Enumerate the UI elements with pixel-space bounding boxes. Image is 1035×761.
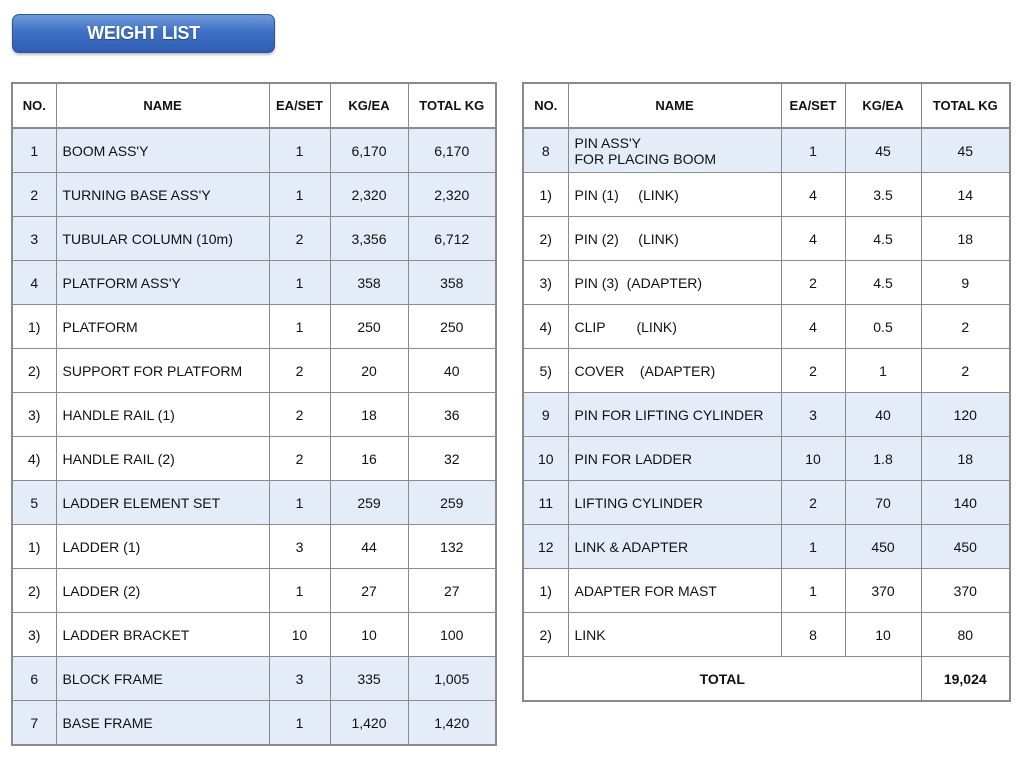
table-row <box>523 128 1010 173</box>
item-name: PIN (1) (LINK) <box>574 186 679 203</box>
cell-total-kg: 100 <box>408 613 496 657</box>
item-name: LIFTING CYLINDER <box>574 494 703 511</box>
cell-ea-set: 1 <box>269 701 330 746</box>
cell-total-kg: 2,320 <box>408 173 496 217</box>
cell-kg-ea: 20 <box>330 349 408 393</box>
cell-name <box>56 173 269 217</box>
item-name: PIN FOR LADDER <box>574 450 692 467</box>
cell-no: 6 <box>12 657 56 701</box>
cell-total-kg: 1,005 <box>408 657 496 701</box>
cell-kg-ea: 70 <box>845 481 921 525</box>
cell-total-kg: 1,420 <box>408 701 496 746</box>
cell-kg-ea: 27 <box>330 569 408 613</box>
cell-total-kg: 250 <box>408 305 496 349</box>
item-name: BASE FRAME <box>62 714 153 731</box>
cell-no: 2) <box>12 349 56 393</box>
cell-no: 3) <box>12 393 56 437</box>
item-name: LADDER (2) <box>62 582 141 599</box>
cell-total-kg: 36 <box>408 393 496 437</box>
cell-total-kg: 120 <box>921 393 1010 437</box>
item-name: HANDLE RAIL (2) <box>62 450 175 467</box>
table-row <box>523 393 1010 437</box>
cell-kg-ea: 335 <box>330 657 408 701</box>
cell-no: 1) <box>523 569 568 613</box>
cell-no: 4 <box>12 261 56 305</box>
cell-kg-ea: 18 <box>330 393 408 437</box>
table-header-row <box>523 83 1010 128</box>
header-name: NAME <box>56 83 269 128</box>
cell-name <box>568 349 781 393</box>
cell-no: 10 <box>523 437 568 481</box>
cell-ea-set: 1 <box>269 128 330 173</box>
table-row <box>523 349 1010 393</box>
cell-total-kg: 140 <box>921 481 1010 525</box>
item-name: LINK & ADAPTER <box>574 538 689 555</box>
cell-ea-set: 1 <box>269 481 330 525</box>
header-ea-set: EA/SET <box>781 83 845 128</box>
header-no: NO. <box>523 83 568 128</box>
item-name: COVER (ADAPTER) <box>574 362 716 379</box>
cell-ea-set: 1 <box>781 128 845 173</box>
cell-no: 2 <box>12 173 56 217</box>
table-row <box>523 437 1010 481</box>
cell-kg-ea: 250 <box>330 305 408 349</box>
item-name: LINK <box>574 626 606 643</box>
cell-name <box>56 393 269 437</box>
table-row <box>12 393 496 437</box>
cell-kg-ea: 45 <box>845 128 921 173</box>
cell-total-kg: 80 <box>921 613 1010 657</box>
cell-name <box>568 261 781 305</box>
table-row <box>12 261 496 305</box>
cell-ea-set: 1 <box>269 569 330 613</box>
cell-kg-ea: 1.8 <box>845 437 921 481</box>
cell-name <box>56 481 269 525</box>
table-row <box>523 217 1010 261</box>
table-row <box>523 613 1010 657</box>
cell-name <box>568 481 781 525</box>
cell-kg-ea: 1 <box>845 349 921 393</box>
table-row <box>523 525 1010 569</box>
cell-name <box>56 128 269 173</box>
cell-ea-set: 1 <box>781 525 845 569</box>
item-name: PIN ASS'Y <box>574 134 641 151</box>
cell-no: 2) <box>523 217 568 261</box>
cell-name <box>568 437 781 481</box>
cell-ea-set: 2 <box>269 217 330 261</box>
cell-name <box>568 173 781 217</box>
table-row <box>12 481 496 525</box>
cell-kg-ea: 3.5 <box>845 173 921 217</box>
cell-ea-set: 2 <box>781 349 845 393</box>
cell-total-kg: 45 <box>921 128 1010 173</box>
item-name: BOOM ASS'Y <box>62 142 149 159</box>
cell-name <box>568 217 781 261</box>
cell-total-kg: 18 <box>921 217 1010 261</box>
cell-total-kg: 2 <box>921 349 1010 393</box>
cell-name <box>568 128 781 173</box>
cell-kg-ea: 4.5 <box>845 217 921 261</box>
cell-name <box>56 305 269 349</box>
cell-no: 7 <box>12 701 56 746</box>
cell-no: 5) <box>523 349 568 393</box>
cell-ea-set: 10 <box>269 613 330 657</box>
table-row <box>12 657 496 701</box>
table-row <box>12 128 496 173</box>
cell-no: 5 <box>12 481 56 525</box>
cell-no: 9 <box>523 393 568 437</box>
cell-no: 1 <box>12 128 56 173</box>
cell-no: 12 <box>523 525 568 569</box>
cell-no: 3 <box>12 217 56 261</box>
cell-no: 4) <box>12 437 56 481</box>
cell-ea-set: 10 <box>781 437 845 481</box>
cell-total-kg: 9 <box>921 261 1010 305</box>
table-row <box>12 569 496 613</box>
cell-total-kg: 2 <box>921 305 1010 349</box>
cell-kg-ea: 16 <box>330 437 408 481</box>
cell-ea-set: 1 <box>269 305 330 349</box>
item-name: LADDER ELEMENT SET <box>62 494 221 511</box>
cell-no: 1) <box>12 525 56 569</box>
cell-ea-set: 1 <box>781 569 845 613</box>
cell-kg-ea: 44 <box>330 525 408 569</box>
cell-name <box>56 569 269 613</box>
weight-table-left <box>11 82 497 746</box>
cell-ea-set: 3 <box>269 525 330 569</box>
item-name: PIN FOR LIFTING CYLINDER <box>574 406 764 423</box>
cell-ea-set: 2 <box>269 393 330 437</box>
cell-ea-set: 1 <box>269 261 330 305</box>
cell-total-kg: 358 <box>408 261 496 305</box>
cell-name <box>568 569 781 613</box>
table-row <box>523 261 1010 305</box>
cell-total-kg: 259 <box>408 481 496 525</box>
cell-ea-set: 2 <box>781 481 845 525</box>
cell-total-kg: 6,712 <box>408 217 496 261</box>
cell-kg-ea: 370 <box>845 569 921 613</box>
cell-ea-set: 2 <box>269 349 330 393</box>
total-value: 19,024 <box>921 657 1010 702</box>
cell-ea-set: 2 <box>269 437 330 481</box>
header-kg-ea: KG/EA <box>845 83 921 128</box>
item-name: TURNING BASE ASS'Y <box>62 186 211 203</box>
cell-no: 1) <box>12 305 56 349</box>
cell-name <box>56 261 269 305</box>
item-name: PLATFORM ASS'Y <box>62 274 181 291</box>
header-kg-ea: KG/EA <box>330 83 408 128</box>
cell-kg-ea: 358 <box>330 261 408 305</box>
table-row <box>523 173 1010 217</box>
cell-ea-set: 2 <box>781 261 845 305</box>
cell-kg-ea: 2,320 <box>330 173 408 217</box>
item-name: ADAPTER FOR MAST <box>574 582 717 599</box>
table-row <box>12 349 496 393</box>
cell-name <box>56 437 269 481</box>
cell-kg-ea: 259 <box>330 481 408 525</box>
item-name: SUPPORT FOR PLATFORM <box>62 362 243 379</box>
cell-kg-ea: 3,356 <box>330 217 408 261</box>
item-name: PIN (3) (ADAPTER) <box>574 274 703 291</box>
table-row <box>12 305 496 349</box>
cell-ea-set: 4 <box>781 217 845 261</box>
cell-total-kg: 450 <box>921 525 1010 569</box>
cell-no: 3) <box>523 261 568 305</box>
cell-ea-set: 4 <box>781 305 845 349</box>
cell-kg-ea: 1,420 <box>330 701 408 746</box>
table-row <box>523 569 1010 613</box>
cell-total-kg: 27 <box>408 569 496 613</box>
cell-name <box>56 217 269 261</box>
cell-no: 2) <box>12 569 56 613</box>
table-row <box>523 481 1010 525</box>
cell-name <box>56 613 269 657</box>
cell-ea-set: 4 <box>781 173 845 217</box>
cell-ea-set: 3 <box>269 657 330 701</box>
item-name: BLOCK FRAME <box>62 670 163 687</box>
cell-kg-ea: 6,170 <box>330 128 408 173</box>
item-name: CLIP (LINK) <box>574 318 677 335</box>
header-total-kg: TOTAL KG <box>408 83 496 128</box>
total-row <box>523 657 1010 702</box>
cell-kg-ea: 40 <box>845 393 921 437</box>
cell-no: 2) <box>523 613 568 657</box>
cell-ea-set: 1 <box>269 173 330 217</box>
cell-name <box>568 525 781 569</box>
header-no: NO. <box>12 83 56 128</box>
page-title: WEIGHT LIST <box>12 14 275 53</box>
cell-no: 11 <box>523 481 568 525</box>
table-row <box>12 701 496 746</box>
item-name: PIN (2) (LINK) <box>574 230 679 247</box>
header-ea-set: EA/SET <box>269 83 330 128</box>
cell-total-kg: 40 <box>408 349 496 393</box>
table-row <box>12 525 496 569</box>
cell-name <box>568 613 781 657</box>
header-name: NAME <box>568 83 781 128</box>
item-name: HANDLE RAIL (1) <box>62 406 175 423</box>
cell-kg-ea: 4.5 <box>845 261 921 305</box>
weight-table-right <box>522 82 1011 702</box>
cell-total-kg: 132 <box>408 525 496 569</box>
table-row <box>12 173 496 217</box>
total-label: TOTAL <box>523 657 921 702</box>
cell-total-kg: 18 <box>921 437 1010 481</box>
cell-kg-ea: 10 <box>845 613 921 657</box>
table-row <box>12 217 496 261</box>
table-header-row <box>12 83 496 128</box>
cell-total-kg: 32 <box>408 437 496 481</box>
header-total-kg: TOTAL KG <box>921 83 1010 128</box>
cell-name <box>568 393 781 437</box>
item-name: PLATFORM <box>62 318 138 335</box>
cell-total-kg: 14 <box>921 173 1010 217</box>
cell-total-kg: 6,170 <box>408 128 496 173</box>
cell-total-kg: 370 <box>921 569 1010 613</box>
item-name: TUBULAR COLUMN (10m) <box>62 230 233 247</box>
cell-kg-ea: 0.5 <box>845 305 921 349</box>
table-row <box>12 437 496 481</box>
item-name-line2: FOR PLACING BOOM <box>574 150 717 167</box>
cell-name <box>56 701 269 746</box>
item-name: LADDER (1) <box>62 538 141 555</box>
cell-kg-ea: 10 <box>330 613 408 657</box>
item-name: LADDER BRACKET <box>62 626 190 643</box>
cell-kg-ea: 450 <box>845 525 921 569</box>
cell-name <box>56 657 269 701</box>
cell-no: 3) <box>12 613 56 657</box>
table-row <box>12 613 496 657</box>
cell-name <box>568 305 781 349</box>
cell-no: 8 <box>523 128 568 173</box>
cell-ea-set: 3 <box>781 393 845 437</box>
cell-ea-set: 8 <box>781 613 845 657</box>
cell-name <box>56 525 269 569</box>
table-row <box>523 305 1010 349</box>
cell-no: 1) <box>523 173 568 217</box>
cell-name <box>56 349 269 393</box>
cell-no: 4) <box>523 305 568 349</box>
